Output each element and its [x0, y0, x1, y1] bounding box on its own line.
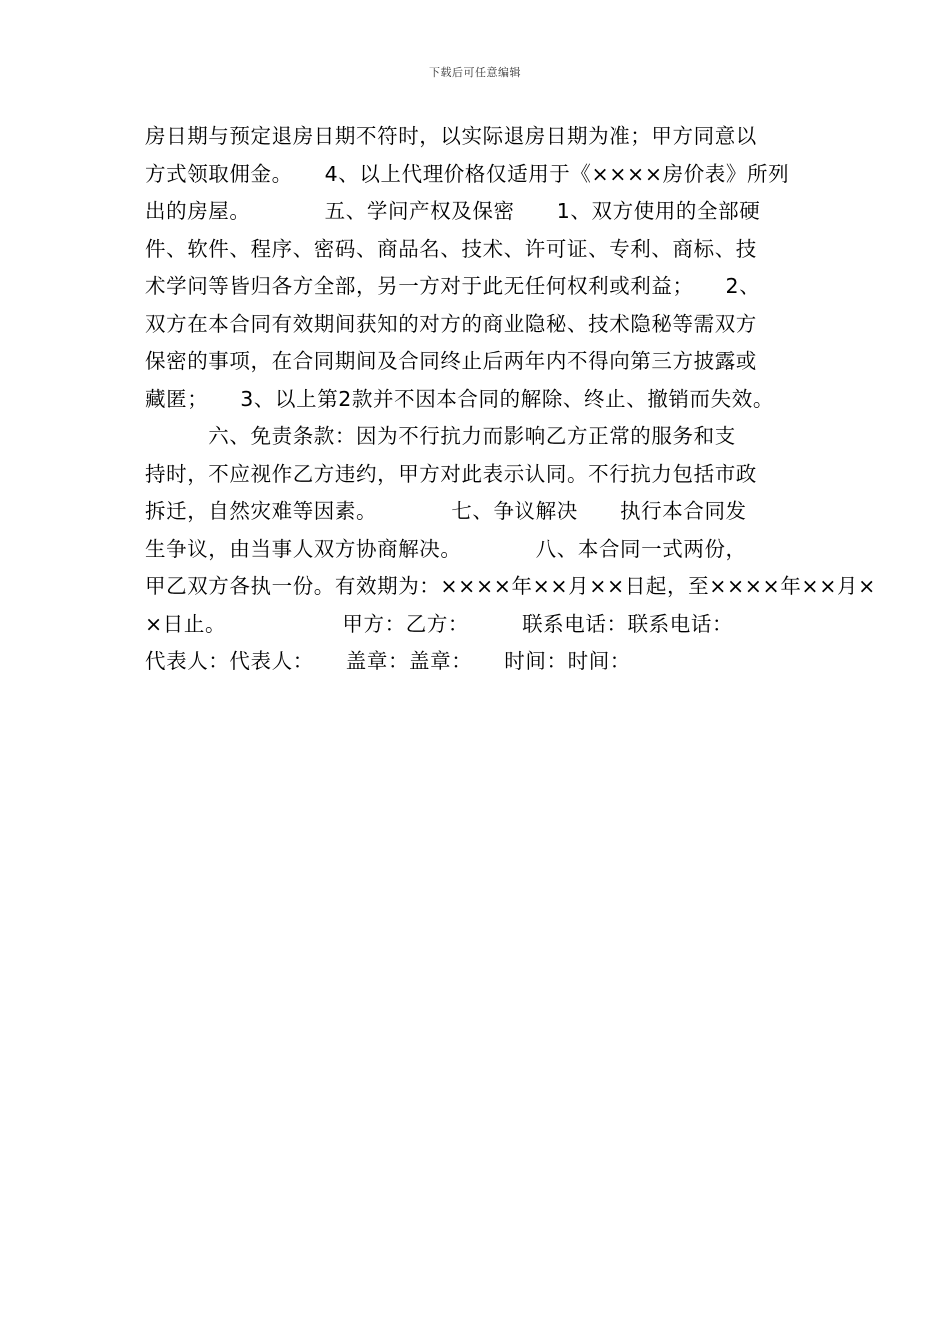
- text-line: 件、软件、程序、密码、商品名、技术、许可证、专利、商标、技: [145, 236, 757, 261]
- text-line: 术学问等皆归各方全部，另一方对于此无任何权利或利益； 2、: [145, 274, 761, 298]
- text-line: 方式领取佣金。 4、以上代理价格仅适用于《××××房价表》所列: [145, 161, 790, 186]
- text-line: 甲乙双方各执一份。有效期为：××××年××月××日起，至××××年××月×: [145, 574, 876, 598]
- text-line: 持时，不应视作乙方违约，甲方对此表示认同。不行抗力包括市政: [145, 461, 757, 486]
- text-line: 房日期与预定退房日期不符时，以实际退房日期为准；甲方同意以: [145, 124, 757, 148]
- text-line: 双方在本合同有效期间获知的对方的商业隐秘、技术隐秘等需双方: [145, 311, 757, 336]
- page-header: 下载后可任意编辑: [429, 66, 521, 79]
- text-line: 代表人：代表人： 盖章：盖章： 时间：时间：: [145, 649, 631, 673]
- text-line: 六、免责条款：因为不行抗力而影响乙方正常的服务和支: [145, 424, 736, 448]
- text-line: ×日止。 甲方：乙方： 联系电话：联系电话：: [145, 611, 734, 636]
- contract-body: [145, 118, 876, 681]
- text-line: 保密的事项，在合同期间及合同终止后两年内不得向第三方披露或: [145, 349, 757, 373]
- text-line: 藏匿； 3、以上第2款并不因本合同的解除、终止、撤销而失效。: [145, 386, 774, 411]
- text-line: 出的房屋。 五、学问产权及保密 1、双方使用的全部硬: [145, 199, 761, 223]
- text-line: 生争议，由当事人双方协商解决。 八、本合同一式两份，: [145, 536, 747, 561]
- text-line: 拆迁，自然灾难等因素。 七、争议解决 执行本合同发: [145, 499, 747, 523]
